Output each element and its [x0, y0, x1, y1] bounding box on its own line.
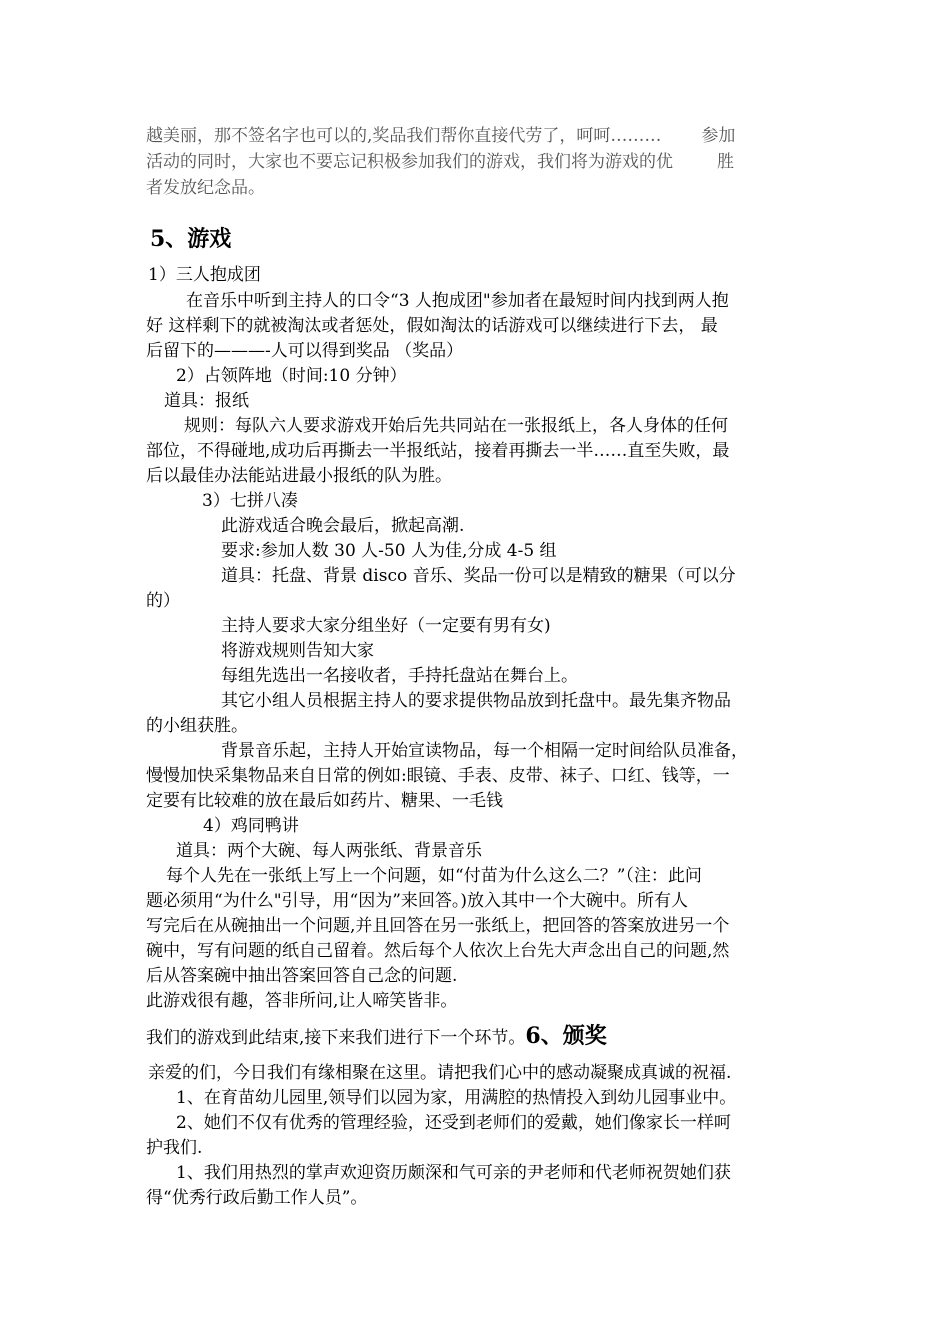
awards-line-3: 2、她们不仅有优秀的管理经验，还受到老师们的爱戴，她们像家长一样呵 — [176, 1113, 731, 1133]
game1-line-1: 在音乐中听到主持人的口令“3 人抱成团"参加者在最短时间内找到两人抱 — [186, 291, 729, 311]
game3-line-2: 要求:参加人数 30 人-50 人为佳,分成 4-5 组 — [221, 541, 557, 561]
awards-line-4: 护我们. — [146, 1138, 203, 1158]
game3-line-7: 每组先选出一名接收者，手持托盘站在舞台上。 — [221, 666, 578, 686]
game3-line-11: 慢慢加快采集物品来自日常的例如:眼镜、手表、皮带、袜子、口红、钱等，一 — [146, 766, 730, 786]
game4-title: 4）鸡同鸭讲 — [203, 816, 299, 836]
game1-title: 1）三人抱成团 — [148, 265, 261, 285]
section-heading-games: 5、游戏 — [150, 226, 232, 252]
intro-line-3: 者发放纪念品。 — [146, 178, 265, 198]
game2-title: 2）占领阵地（时间:10 分钟） — [176, 366, 407, 386]
transition-text: 我们的游戏到此结束,接下来我们进行下一个环节。 — [146, 1028, 526, 1048]
game4-line-1: 每个人先在一张纸上写上一个问题，如“付苗为什么这么二？”（注：此问 — [166, 866, 702, 886]
intro-line-2 — [146, 151, 734, 173]
game2-line-2: 部位，不得碰地,成功后再撕去一半报纸站，接着再撕去一半……直至失败，最 — [146, 441, 730, 461]
intro-line-1 — [146, 125, 735, 147]
game3-line-4: 的） — [146, 591, 180, 611]
game3-title: 3）七拼八凑 — [202, 491, 298, 511]
intro-line-2-text: 活动的同时，大家也不要忘记积极参加我们的游戏，我们将为游戏的优 — [146, 152, 673, 172]
game4-line-4: 碗中，写有问题的纸自己留着。然后每个人依次上台先大声念出自己的问题,然 — [146, 941, 730, 961]
intro-line-1-text: 越美丽，那不签名字也可以的,奖品我们帮你直接代劳了，呵呵……… — [146, 126, 662, 146]
game4-line-5: 后从答案碗中抽出答案回答自己念的问题. — [146, 966, 458, 986]
game3-line-5: 主持人要求大家分组坐好（一定要有男有女) — [221, 616, 551, 636]
awards-line-1: 亲爱的们，今日我们有缘相聚在这里。请把我们心中的感动凝聚成真诚的祝福. — [148, 1063, 732, 1083]
game3-line-6: 将游戏规则告知大家 — [221, 641, 374, 661]
transition-line — [146, 1022, 607, 1052]
game3-line-9: 的小组获胜。 — [146, 716, 248, 736]
game4-line-2: 题必须用“为什么"引导，用“因为”来回答。)放入其中一个大碗中。所有人 — [146, 891, 689, 911]
game4-line-3: 写完后在从碗抽出一个问题,并且回答在另一张纸上，把回答的答案放进另一个 — [146, 916, 730, 936]
section-heading-awards: 6、颁奖 — [525, 1023, 607, 1049]
game3-line-10: 背景音乐起，主持人开始宣读物品，每一个相隔一定时间给队员准备， — [221, 741, 748, 761]
awards-line-6: 得“优秀行政后勤工作人员”。 — [146, 1188, 368, 1208]
game2-line-3: 后以最佳办法能站进最小报纸的队为胜。 — [146, 466, 452, 486]
intro-line-1-tail: 参加 — [701, 126, 736, 146]
game1-line-3: 后留下的———-人可以得到奖品 （奖品） — [146, 341, 464, 361]
game3-line-8: 其它小组人员根据主持人的要求提供物品放到托盘中。最先集齐物品 — [221, 691, 731, 711]
awards-line-5: 1、我们用热烈的掌声欢迎资历颇深和气可亲的尹老师和代老师祝贺她们获 — [176, 1163, 731, 1183]
game3-line-1: 此游戏适合晚会最后，掀起高潮. — [221, 516, 465, 536]
awards-line-2: 1、在育苗幼儿园里,领导们以园为家，用满腔的热情投入到幼儿园事业中。 — [176, 1088, 737, 1108]
intro-line-2-tail: 胜 — [717, 152, 734, 172]
game4-line-6: 此游戏很有趣，答非所问,让人啼笑皆非。 — [146, 991, 458, 1011]
game4-props: 道具：两个大碗、每人两张纸、背景音乐 — [176, 841, 482, 861]
game1-line-2: 好 这样剩下的就被淘汰或者惩处，假如淘汰的话游戏可以继续进行下去， 最 — [146, 316, 718, 336]
game3-line-12: 定要有比较难的放在最后如药片、糖果、一毛钱 — [146, 791, 503, 811]
game2-props: 道具：报纸 — [164, 391, 249, 411]
game3-line-3: 道具：托盘、背景 disco 音乐、奖品一份可以是精致的糖果（可以分 — [221, 566, 736, 586]
game2-line-1: 规则：每队六人要求游戏开始后先共同站在一张报纸上，各人身体的任何 — [184, 416, 728, 436]
